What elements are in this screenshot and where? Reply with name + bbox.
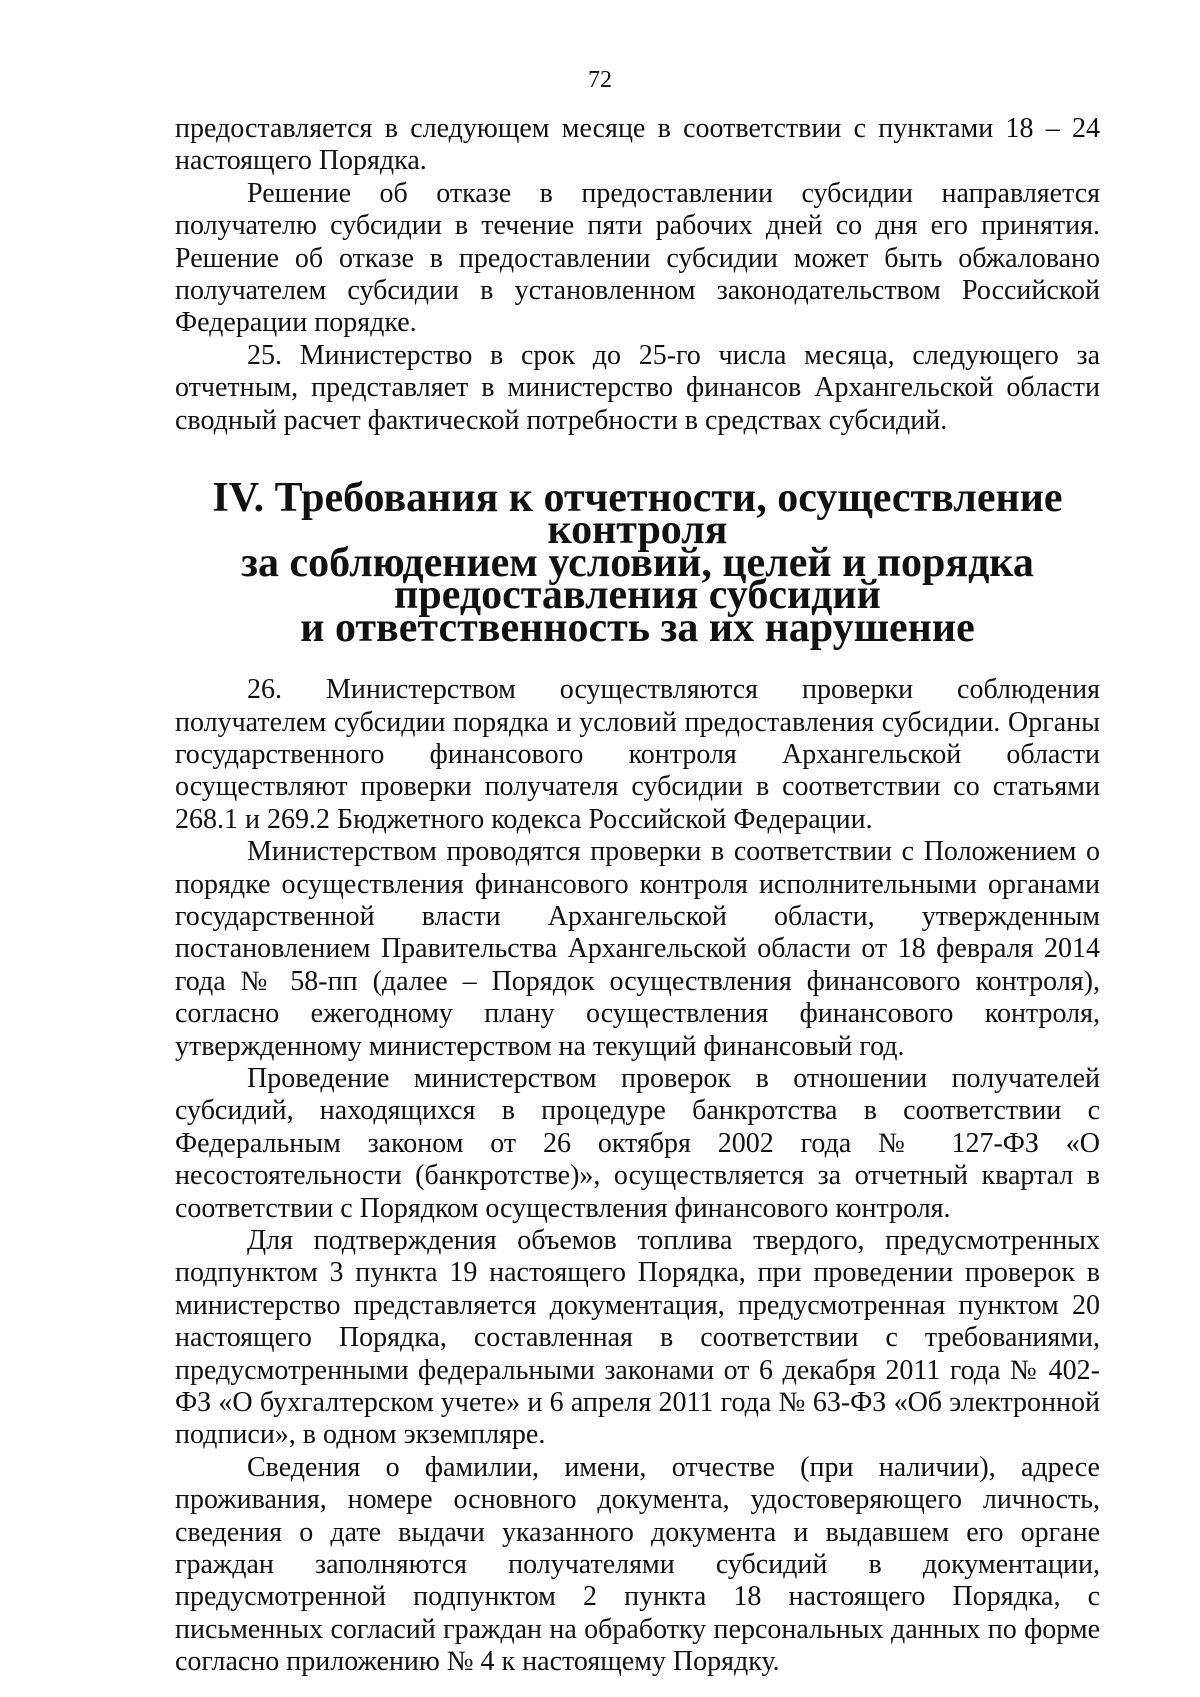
paragraph-bankruptcy-inspections: Проведение министерством проверок в отношении получателей субсидий, находящихся в процедуре банкротства в соответствии с Федеральным законом от 26 октября 2002 года № 127-ФЗ «О несостоятельности (банкротстве)», осуществляется за отчетный квартал в соответствии с Порядком осуществления финансового контроля. [175, 1062, 1100, 1224]
section-heading-line-2: за соблюдением условий, целей и порядка предоставления субсидий [241, 539, 1034, 619]
section-heading-line-1: IV. Требования к отчетности, осуществление контроля [212, 475, 1063, 554]
paragraph-inspections-regulation: Министерством проводятся проверки в соответствии с Положением о порядке осуществления финансового контроля исполнительными органами государственной власти Архангельской области, утвержденным постановлением Правительства Архангельской области от 18 февраля 2014 года № 58-пп (далее – Порядок осуществления финансового контроля), согласно ежегодному плану осуществления финансового контроля, утвержденному министерством на текущий финансовый год. [175, 836, 1100, 1062]
paragraph-item-25: 25. Министерство в срок до 25-го числа месяца, следующего за отчетным, представляет в министерство финансов Архангельской области сводный расчет фактической потребности в средствах субсидий. [175, 339, 1100, 436]
paragraph-item-26: 26. Министерством осуществляются проверки соблюдения получателем субсидии порядка и условий предоставления субсидии. Органы государственного финансового контроля Архангельской области осуществляют проверки получателя субсидии в соответствии со статьями 268.1 и 269.2 Бюджетного кодекса Российской Федерации. [175, 674, 1100, 835]
paragraph-personal-data: Сведения о фамилии, имени, отчестве (при наличии), адресе проживания, номере основного документа, удостоверяющего личность, сведения о дате выдачи указанного документа и выдавшем его органе граждан заполняются получателями субсидий в документации, предусмотренной подпунктом 2 пункта 18 настоящего Порядка, с письменных согласий граждан на обработку персональных данных по форме согласно приложению № 4 к настоящему Порядку. [175, 1451, 1100, 1678]
paragraph-refusal-decision: Решение об отказе в предоставлении субсидии направляется получателю субсидии в течение пяти рабочих дней со дня его принятия. Решение об отказе в предоставлении субсидии может быть обжаловано получателем субсидии в установленном законодательством Российской Федерации порядке. [175, 177, 1100, 339]
page-number: 72 [588, 67, 612, 93]
paragraph-continuation: предоставляется в следующем месяце в соответствии с пунктами 18 – 24 настоящего Порядка. [175, 113, 1100, 177]
document-body [175, 113, 1100, 1679]
paragraph-fuel-volume-confirmation: Для подтверждения объемов топлива твердого, предусмотренных подпунктом 3 пункта 19 настоящего Порядка, при проведении проверок в министерство представляется документация, предусмотренная пунктом 20 настоящего Порядка, составленная в соответствии с требованиями, предусмотренными федеральными законами от 6 декабря 2011 года № 402-ФЗ «О бухгалтерском учете» и 6 апреля 2011 года № 63-ФЗ «Об электронной подписи», в одном экземпляре. [175, 1225, 1100, 1451]
section-heading [175, 475, 1100, 651]
section-heading-line-3: и ответственность за их нарушение [300, 604, 975, 651]
